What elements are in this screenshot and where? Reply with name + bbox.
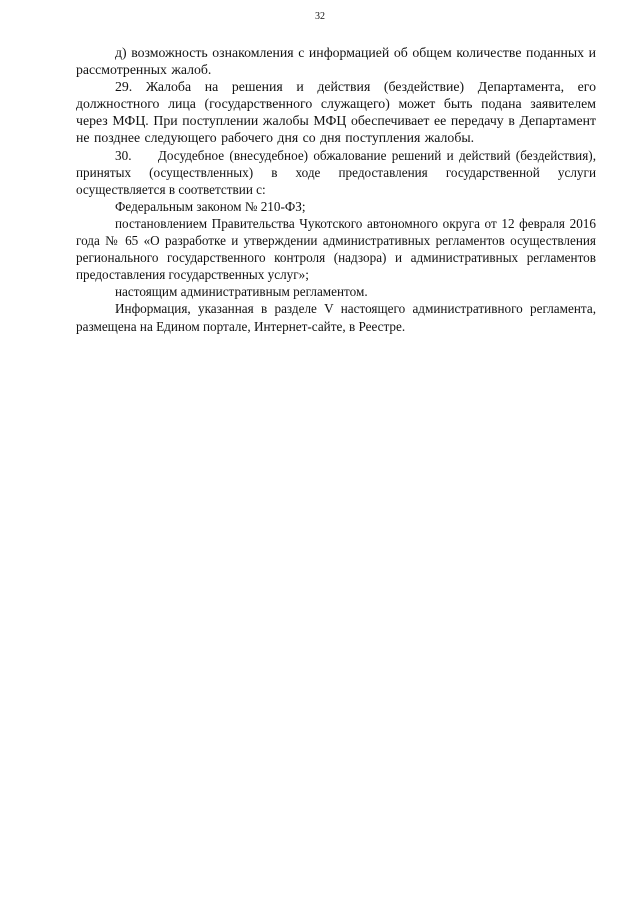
paragraph-government-resolution: постановлением Правительства Чукотского автономного округа от 12 февраля 2016 года № 65 «О разработке и утверждении административных регламентов осуществления регионального государственного контроля (надзора) и административных регламентов предоставления государственных услуг»; [76, 215, 596, 283]
paragraph-this-regulation: настоящим административным регламентом. [115, 284, 368, 300]
paragraph-30-pretrial-appeal: 30. Досудебное (внесудебное) обжалование решений и действий (бездействия), принятых (осуществленных) в ходе предоставления государственной услуги осуществляется в соответствии с: [76, 147, 596, 197]
paragraph-complaint-info: д) возможность ознакомления с информацией об общем количестве поданных и рассмотренных жалоб. [76, 45, 596, 78]
paragraph-29-complaint-mfc: 29. Жалоба на решения и действия (бездействие) Департамента, его должностного лица (государственного служащего) может быть подана заявителем через МФЦ. При поступлении жалобы МФЦ обеспечивает ее передачу в Департамент не позднее следующего рабочего дня со дня поступления жалобы. [76, 79, 596, 146]
paragraph-information-placement: Информация, указанная в разделе V настоящего административного регламента, размещена на Едином портале, Интернет-сайте, в Реестре. [76, 301, 596, 334]
paragraph-federal-law: Федеральным законом № 210-ФЗ; [115, 198, 306, 214]
document-body [76, 44, 596, 335]
page-number: 32 [315, 11, 325, 22]
